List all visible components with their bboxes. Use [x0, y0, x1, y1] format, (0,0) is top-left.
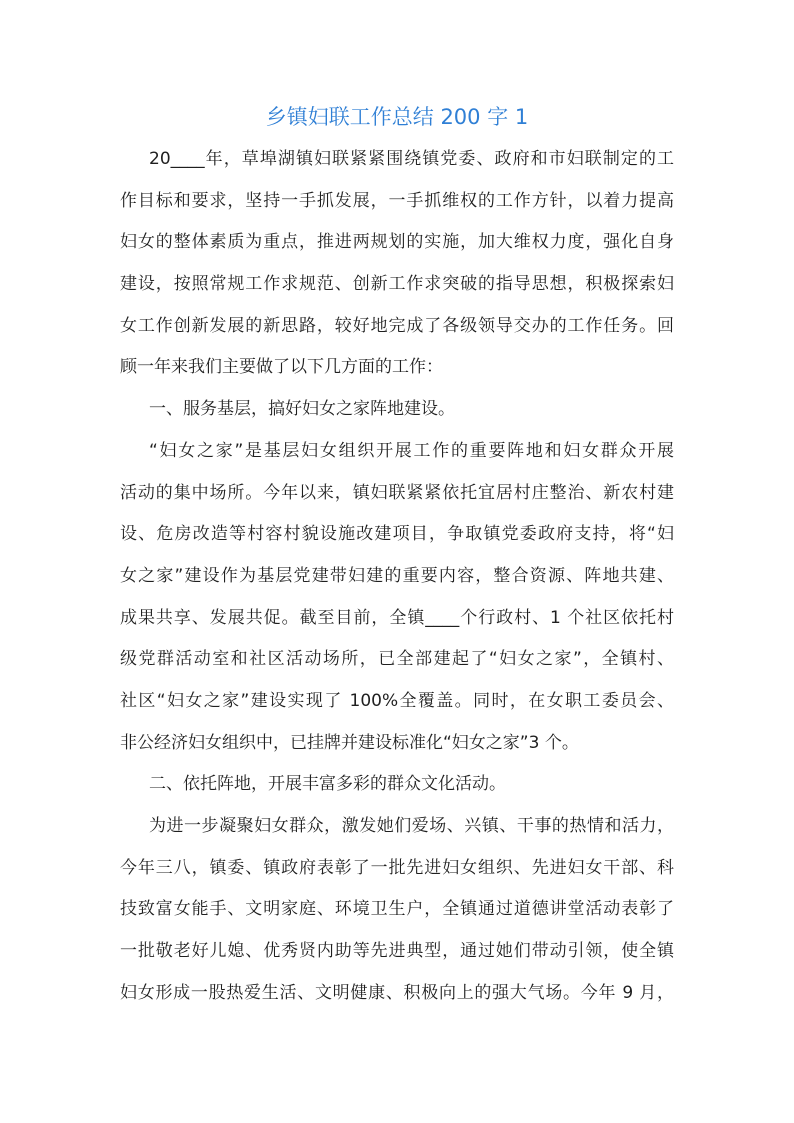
document-title: 乡镇妇联工作总结 200 字 1 — [265, 105, 529, 129]
text-line: 一批敬老好儿媳、优秀贤内助等先进典型，通过她们带动引领，使全镇 — [120, 941, 674, 962]
text-line: 技致富女能手、文明家庭、环境卫生户，全镇通过道德讲堂活动表彰了 — [120, 899, 674, 920]
text-line: 作目标和要求，坚持一手抓发展，一手抓维权的工作方针，以着力提高 — [120, 190, 674, 211]
text-line: 活动的集中场所。今年以来，镇妇联紧紧依托宜居村庄整治、新农村建 — [120, 482, 674, 503]
text-line: 妇女的整体素质为重点，推进两规划的实施，加大维权力度，强化自身 — [120, 232, 674, 253]
section-heading-line: 一、服务基层，搞好妇女之家阵地建设。 — [149, 399, 455, 420]
text-line: 女工作创新发展的新思路，较好地完成了各级领导交办的工作任务。回 — [120, 315, 674, 336]
text-line: 妇女形成一股热爱生活、文明健康、积极向上的强大气场。今年 9 月， — [120, 982, 674, 1003]
paragraph-intro — [120, 139, 674, 389]
text-line: 设、危房改造等村容村貌设施改建项目，争取镇党委政府支持，将“妇 — [120, 524, 674, 545]
text-line: 建设，按照常规工作求规范、创新工作求突破的指导思想，积极探索妇 — [120, 274, 674, 295]
document-body — [120, 139, 674, 1014]
text-line: 级党群活动室和社区活动场所，已全部建起了“妇女之家”，全镇村、 — [120, 649, 674, 670]
text-line: 女之家”建设作为基层党建带妇建的重要内容，整合资源、阵地共建、 — [120, 565, 674, 586]
section-heading-line: 二、依托阵地，开展丰富多彩的群众文化活动。 — [149, 774, 506, 795]
text-line: 成果共享、发展共促。截至目前，全镇____个行政村、1 个社区依托村 — [120, 607, 674, 628]
text-line: 20____年，草埠湖镇妇联紧紧围绕镇党委、政府和市妇联制定的工 — [149, 149, 674, 169]
text-line: 今年三八，镇委、镇政府表彰了一批先进妇女组织、先进妇女干部、科 — [120, 857, 674, 878]
section-heading-2 — [120, 764, 674, 806]
paragraph-section-2 — [120, 806, 674, 1014]
section-heading-1 — [120, 389, 674, 431]
text-line: 顾一年来我们主要做了以下几方面的工作： — [120, 357, 443, 378]
text-line: “妇女之家”是基层妇女组织开展工作的重要阵地和妇女群众开展 — [149, 440, 674, 461]
text-line: 社区“妇女之家”建设实现了 100%全覆盖。同时，在女职工委员会、 — [120, 690, 674, 711]
text-line: 为进一步凝聚妇女群众，激发她们爱场、兴镇、干事的热情和活力， — [149, 816, 674, 836]
text-line: 非公经济妇女组织中，已挂牌并建设标准化“妇女之家”3 个。 — [120, 732, 579, 753]
paragraph-section-1 — [120, 431, 674, 765]
